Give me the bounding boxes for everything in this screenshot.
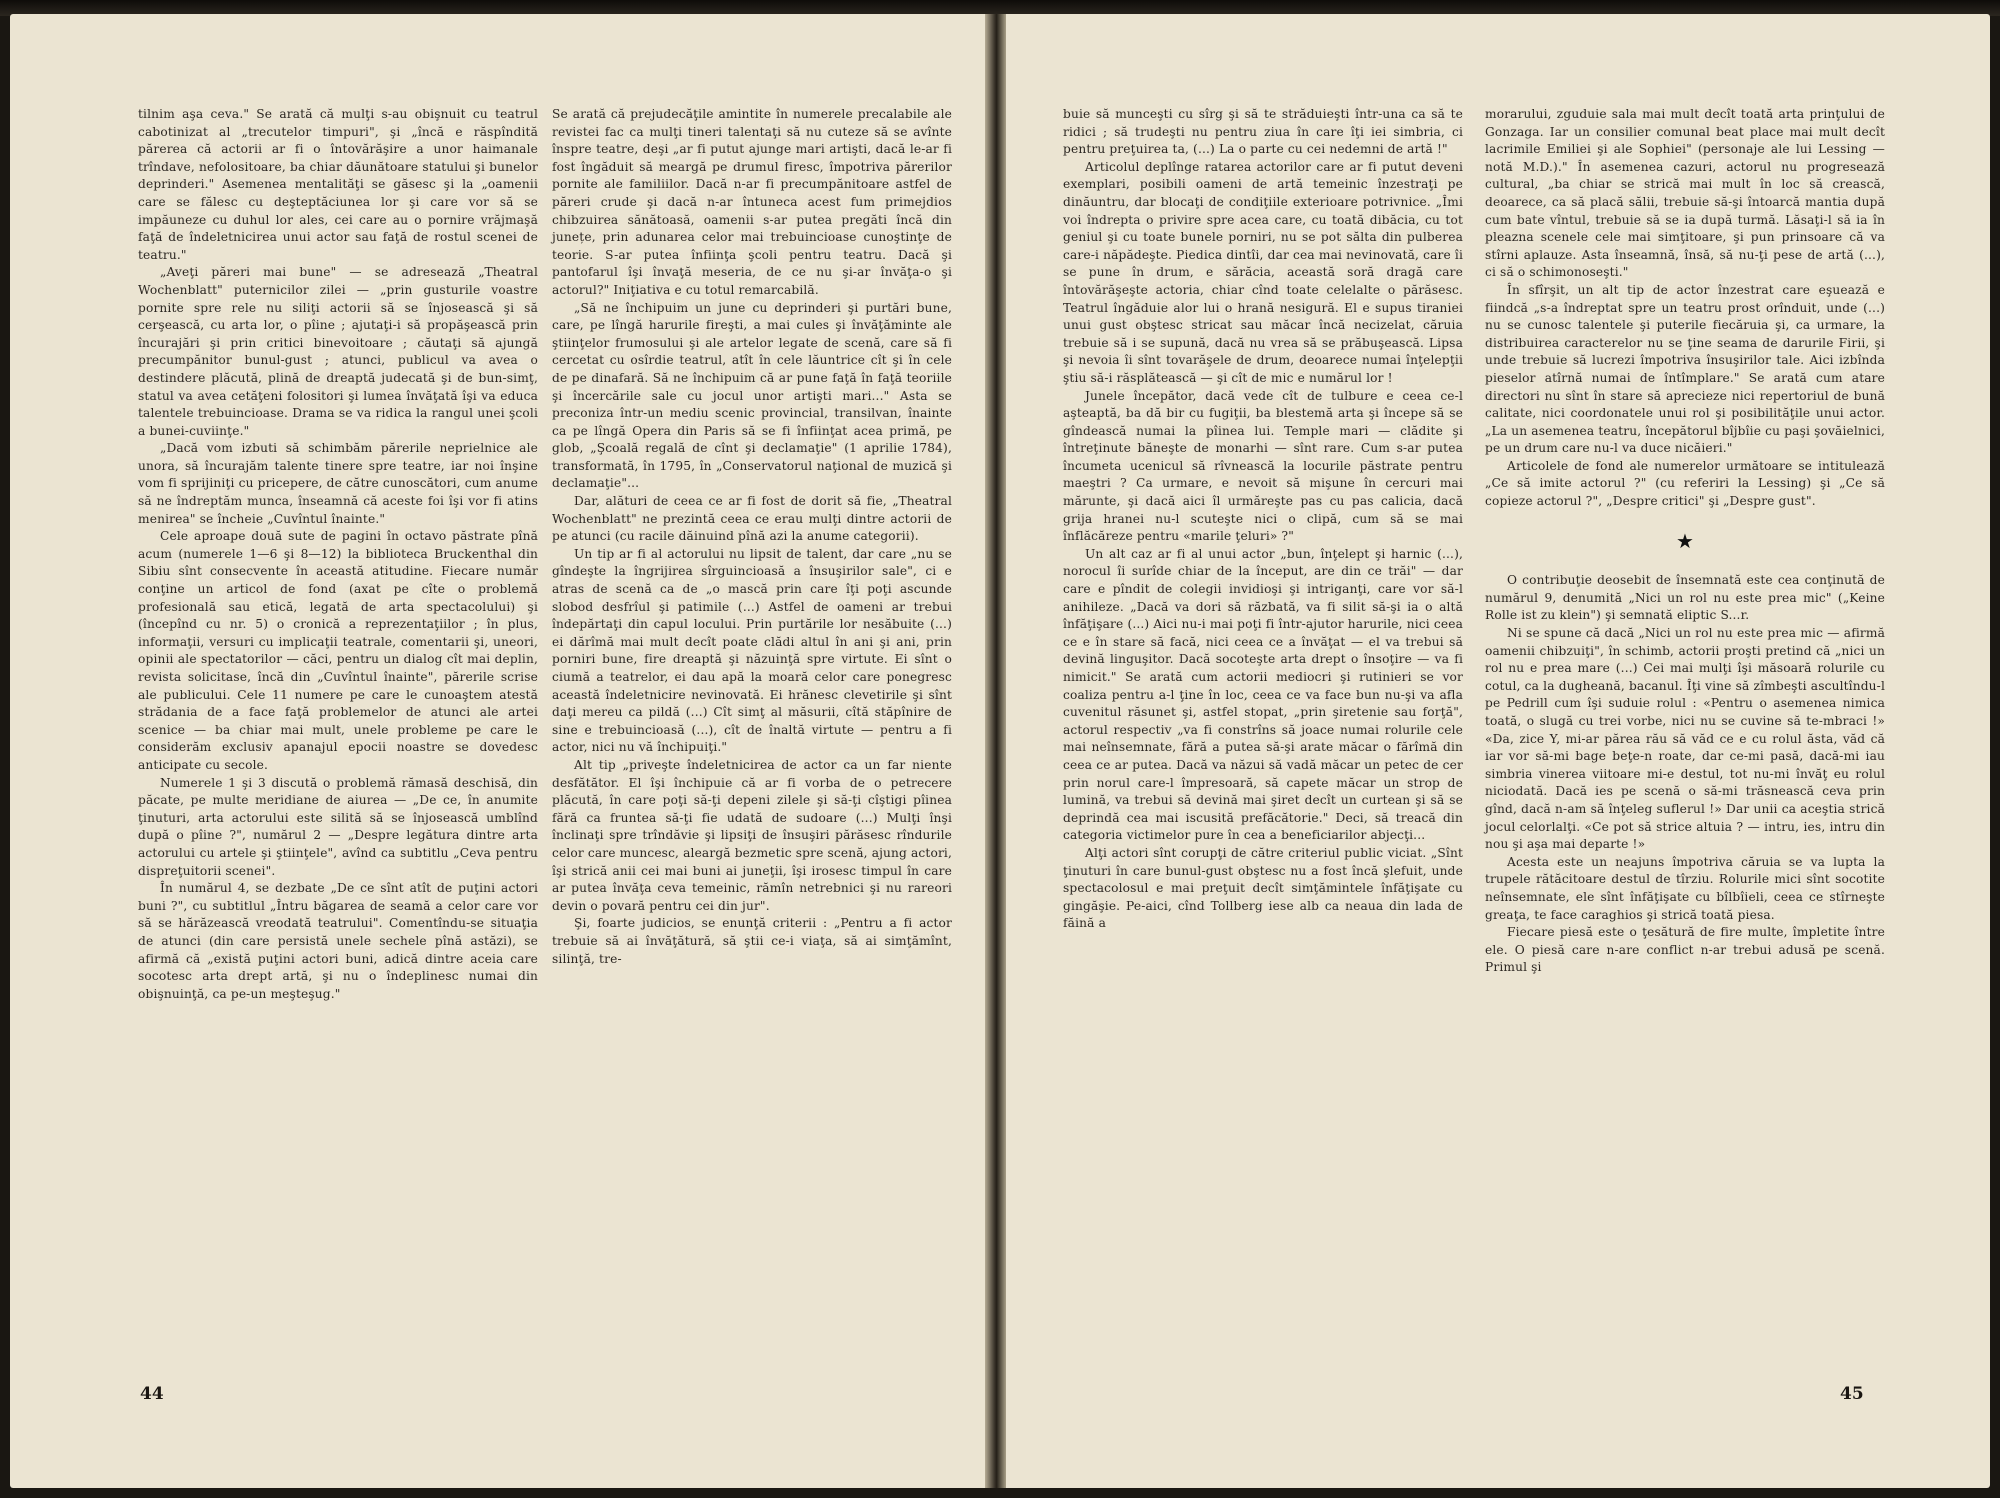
paragraph: Numerele 1 şi 3 discută o problemă rămasă deschisă, din păcate, pe multe meridiane de aiurea — „De ce, în anumite ţinuturi, arta actorului este silită să se înjosească umblînd după o pîine ?", numărul 2 — „Despre legătura dintre arta actorului cu artele şi ştiinţele", avînd ca subtitlu „Ceva pentru dispreţuitorii scenei". xyxy=(138,775,538,878)
paragraph: În sfîrşit, un alt tip de actor înzestrat care eşuează e fiindcă „s-a îndreptat spre un teatru prost orînduit, unde (...) nu se cunosc talentele şi puterile fiecăruia şi, ca urmare, la distribuirea caracterelor nu se ţine seama de darurile Firii, şi unde trebuie să lucrezi împotriva însuşirilor tale. Aici izbînda pieselor atîrnă numai de întîmplare." Se arată cum atare directori nu sînt în stare să aprecieze nici repertoriul de bună calitate, nici coordonatele unui rol şi posibilităţile unui actor. „La un asemenea teatru, începătorul bîjbîie cu paşi şovăielnici, pe un drum care nu-l va duce nicăieri." xyxy=(1485,282,1885,456)
paragraph: Se arată că prejudecăţile amintite în numerele precalabile ale revistei fac ca mulţi tineri talentaţi să nu cuteze să se avînte înspre teatre, deşi „ar fi putut ajunge mari artişti, dacă le-ar fi fost îngăduit să meargă pe drumul firesc, împotriva părerilor pornite ale familiilor. Dacă n-ar fi precumpănitoare astfel de păreri crude şi dacă n-ar întuneca acest fum primejdios chibzuirea sănătoasă, oamenii s-ar putea pregăti încă din junețe, prin adunarea celor mai trebuincioase cunoştinţe de teorie. S-ar putea înfiinţa şcoli pentru teatru. Dacă şi pantofarul îşi învaţă meseria, de ce nu şi-ar învăţa-o şi actorul?" Iniţiativa e cu totul remarcabilă. xyxy=(552,107,952,297)
paragraph: Şi, foarte judicios, se enunţă criterii : „Pentru a fi actor trebuie să ai învăţătură, să ştii ce-i viaţa, să ai simţămînt, silinţă, tre- xyxy=(552,916,952,966)
paragraph: tilnim aşa ceva." Se arată că mulţi s-au obişnuit cu teatrul cabotinizat al „trecutelor timpuri", şi „încă e răspîndită părerea că actorii ar fi o întovărăşire a unor haimanale trîndave, nefolositoare, ba chiar dăunătoare statului şi bunelor deprinderi." Asemenea mentalităţi se găsesc şi la „oamenii care se fălesc cu deşteptăciunea lor şi care vor să se impăuneze cu duhul lor ales, cei care au o pornire vrăjmaşă faţă de îndeletnicirea unui actor sau faţă de rostul scenei de teatru." xyxy=(138,107,538,262)
paragraph: „Aveţi păreri mai bune" — se adresează „Theatral Wochenblatt" puternicilor zilei — „prin gusturile voastre pornite spre rele nu siliţi actorii să se înjosească şi să cerşească, cu arta lor, o pîine ; ajutaţi-i să propăşească prin încurajări şi prin critici binevoitoare ; căutaţi să ajungă precumpănitor bunul-gust ; atunci, publicul va avea o destindere plăcută, plină de dreaptă judecată şi de bun-simţ, statul va avea cetăţeni folositori şi lumea învăţată îşi va educa talentele trebuincioase. Drama se va ridica la rangul unei şcoli a bunei-cuviinţe." xyxy=(138,265,538,438)
left-page-column-2 xyxy=(552,106,952,968)
paragraph: Dar, alături de ceea ce ar fi fost de dorit să fie, „Theatral Wochenblatt" ne prezintă ceea ce erau mulţi dintre actorii de pe atunci (cu racile dăinuind pînă azi la anume categorii). xyxy=(552,494,952,544)
page-number-right: 45 xyxy=(1840,1384,1864,1404)
paragraph: Articolul deplînge ratarea actorilor care ar fi putut deveni exemplari, posibili oameni de artă temeinic înzestraţi pe dinăuntru, dar blocaţi de condiţiile exterioare potrivnice. „Îmi voi îndrepta o privire spre acea care, cu toată dibăcia, cu tot geniul şi cu toate bunele porniri, nu se pot sălta din pulberea care-i năpădeşte. Piedica dintîi, dar cea mai nevinovată, care îi se pune în drum, e sărăcia, această soră dragă care întovărăşeşte actoria, chiar cînd toate celelalte o părăsesc. Teatrul îngăduie alor lui o hrană nesigură. El e supus tiraniei unui gust obştesc stricat sau măcar încă necizelat, căruia trebuie să i se supună, dacă nu vrea să se prăbuşească. Lipsa şi nevoia îi sînt tovarăşele de drum, deoarece numai înţelepţii ştiu să-i răsplătească — şi cît de mic e numărul lor ! xyxy=(1063,159,1463,385)
paragraph: În numărul 4, se dezbate „De ce sînt atît de puţini actori buni ?", cu subtitlul „Întru băgarea de seamă a celor care vor să se hărăzească vreodată teatrului". Comentîndu-se situaţia de atunci (din care persistă unele sechele pînă astăzi), se afirmă că „există puţini actori buni, adică dintre aceia care socotesc arta drept artă, şi nu o îndeplinesc numai din obişnuinţă, ca pe-un meşteşug." xyxy=(138,881,538,1001)
right-page-column-1 xyxy=(1063,106,1463,933)
paragraph: O contribuţie deosebit de însemnată este cea conţinută de numărul 9, denumită „Nici un rol nu este prea mic" („Keine Rolle ist zu klein") şi semnată eliptic S...r. xyxy=(1485,573,1885,623)
book-gutter xyxy=(985,14,1006,1488)
page-number-left: 44 xyxy=(140,1384,164,1404)
paragraph: Alt tip „priveşte îndeletnicirea de actor ca un far niente desfătător. El îşi închipuie că ar fi vorba de o petrecere plăcută, în care poţi să-ţi depeni zilele şi să-ţi cîştigi pîinea fără ca fruntea să-ţi fie udată de sudoare (...) Mulţi înşi înclinaţi spre trîndăvie şi lipsiţi de însuşiri părăsesc rîndurile celor care muncesc, aleargă bezmetic spre scenă, ajung actori, îşi strică anii cei mai buni ai juneţii, îşi irosesc timpul în care ar putea învăţa ceva temeinic, rămîn netrebnici şi nu rareori devin o povară pentru cei din jur". xyxy=(552,757,952,913)
paragraph: Articolele de fond ale numerelor următoare se intitulează „Ce să imite actorul ?" (cu referiri la Lessing) şi „Ce să copieze actorul ?", „Despre critici" şi „Despre gust". xyxy=(1485,458,1885,509)
paragraph: morarului, zguduie sala mai mult decît toată arta prinţului de Gonzaga. Iar un consilier comunal beat place mai mult decît lacrimile Emiliei şi ale Sophiei" (personaje ale lui Lessing — notă M.D.)." În asemenea cazuri, actorul nu progresează cultural, „ba chiar se strică mai mult în loc să crească, deoarece, ca să placă sălii, trebuie să-şi întoarcă mantia după cum bate vîntul, trebuie să se ia după turmă. Lăsaţi-l să ia în pleazna scenele cele mai simţitoare, şi pun prinsoare că va stîrni aplauze. Asta înseamnă, însă, să nu-ţi pese de artă (...), ci să o schimonoseşti." xyxy=(1485,107,1885,280)
paragraph: „Dacă vom izbuti să schimbăm părerile neprielnice ale unora, să încurajăm talente tinere spre teatre, iar noi înşine vom fi sprijiniţi cu pricepere, de către cunoscători, cum anume să ne îndreptăm munca, înseamnă că aceste foi îşi vor fi atins menirea" se încheie „Cuvîntul înainte." xyxy=(138,441,538,526)
paragraph: „Să ne închipuim un june cu deprinderi şi purtări bune, care, pe lîngă harurile fireşti, a mai cules şi învăţăminte ale ştiinţelor frumosului şi ale artelor legate de scenă, care să fi cercetat cu osîrdie teatrul, atît în cele lăuntrice cît şi în cele de pe dinafară. Să ne închipuim că ar pune faţă în faţă teoriile şi încercările sale cu jocul unor artişti mari..." Asta se preconiza într-un mediu scenic provincial, transilvan, înainte ca pe lîngă Opera din Paris să se fi înfiinţat acea primă, pe glob, „Şcoală regală de cînt şi declamaţie" (1 aprilie 1784), transformată, în 1795, în „Conservatorul naţional de muzică şi declamaţie"... xyxy=(552,300,952,491)
paragraph: Junele începător, dacă vede cît de tulbure e ceea ce-l aşteaptă, ba dă bir cu fugiţii, ba blestemă arta şi începe să se gîndească numai la pîinea lui. Temple mari — clădite şi întreţinute băneşte de monarhi — sînt rare. Cum s-ar putea încumeta ucenicul să rîvnească la locurile păstrate pentru maeştri ? Ca urmare, e nevoit să mişune în cercuri mai mărunte, şi dacă aici îl urmăreşte pas cu pas calicia, dacă grija hranei nu-l scuteşte nici o clipă, cum să se mai înflăcăreze pentru «marile ţeluri» ?" xyxy=(1063,388,1463,544)
paragraph: Cele aproape două sute de pagini în octavo păstrate pînă acum (numerele 1—6 şi 8—12) la biblioteca Bruckenthal din Sibiu sînt consecvente în această atitudine. Fiecare număr conţine un articol de fond (axat pe cîte o problemă profesională sau etică, legată de arta spectacolului) şi (începînd cu nr. 5) o cronică a reprezentaţiilor ; în plus, informaţii, versuri cu implicaţii teatrale, comentarii şi, uneori, opinii ale spectatorilor — căci, pentru un dialog cît mai deplin, revista solicitase, încă din „Cuvîntul înainte", părerile scrise ale publicului. Cele 11 numere pe care le cunoaştem atestă strădania de a face faţă problemelor de atunci ale artei scenice — ba chiar mai mult, unele probleme pe care le considerăm exclusiv apanajul epocii noastre se dovedesc anticipate cu secole. xyxy=(138,529,538,772)
right-page-column-2 xyxy=(1485,106,1885,977)
left-page-column-1 xyxy=(138,106,538,1003)
paragraph: Alţi actori sînt corupţi de către criteriul public viciat. „Sînt ţinuturi în care bunul-gust obştesc nu a fost încă şlefuit, unde spectacolosul e mai preţuit decît simţămintele înfăţişate cu gingăşie. Pe-aici, cînd Tollberg iese alb ca neaua din lada de făină a xyxy=(1063,845,1463,931)
star-separator-icon: ★ xyxy=(1675,528,1695,553)
paragraph: Un tip ar fi al actorului nu lipsit de talent, dar care „nu se gîndeşte la îngrijirea sîrguincioasă a însuşirilor sale", ci e atras de scenă ca de „o mască prin care îţi poţi ascunde slobod desfrîul şi patimile (...) Astfel de oameni ar trebui îndepărtaţi din capul locului. Prin purtările lor nesăbuite (...) ei dărîmă mai mult decît poate clădi altul în ani şi ani, prin porniri bune, fire dreaptă şi năzuinţă spre virtute. Ei sînt o ciumă a teatrelor, ei dau apă la moară celor care ponegresc această îndeletnicire nevinovată. Ei hrănesc clevetirile şi sînt daţi mereu ca pildă (...) Cît simţ al măsurii, cîtă stăpînire de sine e trebuincioasă (...), cît de înaltă virtute — pentru a fi actor, nici nu vă închipuiţi." xyxy=(552,546,952,755)
left-page xyxy=(10,14,985,1488)
paragraph: Acesta este un neajuns împotriva căruia se va lupta la trupele rătăcitoare destul de tîrziu. Rolurile mici sînt socotite neînsemnate, ele sînt înfăţişate cu bîlbîieli, ceea ce stîrneşte greaţa, te face caraghios şi strică toată piesa. xyxy=(1485,854,1885,922)
paragraph: Un alt caz ar fi al unui actor „bun, înţelept şi harnic (...), norocul îi surîde chiar de la început, are din ce trăi" — dar care e pîndit de colegii invidioşi şi intriganţi, care vor să-l anihileze. „Dacă va dori să răzbată, va fi silit să-şi ia o altă înfăţişare (...) Aici nu-i mai poţi fi într-ajutor harurile, nici ceea ce e în stare să facă, nici ceea ce a învăţat — el va trebui să devină linguşitor. Dacă socoteşte arta drept o însoţire — va fi nimicit." Se arată cum actorii mediocri şi rutinieri se vor coaliza pentru a-l ţine în loc, ceea ce va face bun nu-şi va afla cuvenitul răsunet şi, astfel stopat, „prin şiretenie sau forţă", actorul respectiv „va fi constrîns să joace numai rolurile cele mai neînsemnate, fără a putea să-şi arate măcar o fărîmă din ceea ce ar putea. Dacă va năzui să vadă măcar un petec de cer prin norul care-l împresoară, să capete măcar un strop de lumină, va trebui să devină mai şiret decît un curtean şi să se deprindă cea mai iscusită prefăcătorie." Deci, să treacă din categoria victimelor pure în cea a beneficiarilor abjecţi... xyxy=(1063,546,1463,843)
right-page xyxy=(1006,14,1990,1488)
paragraph: buie să munceşti cu sîrg şi să te străduieşti într-una ca să te ridici ; să trudeşti nu pentru ziua în care îţi iei simbria, ci pentru preţuirea ta, (...) La o parte cu cei nedemni de artă !" xyxy=(1063,107,1463,157)
paragraph: Ni se spune că dacă „Nici un rol nu este prea mic — afirmă oamenii chibzuiţi", în schimb, actorii proşti pretind că „nici un rol nu e prea mare (...) Cei mai mulţi îşi măsoară rolurile cu cotul, ca la dugheană, bacanul. Îţi vine să zîmbeşti ascultîndu-l pe Pedrill cum îşi suduie rolul : «Pentru o asemenea nimica toată, o slugă cu trei vorbe, nici nu se cuvine să te-mbraci !» «Da, zice Y, mi-ar părea rău să văd ce e cu rolul ăsta, văd că iar vor să-mi bage beţe-n roate, dar ce-mi pasă, dacă-mi iau simbria vinerea viitoare mi-e destul, tot nu-mi învăţ eu rolul niciodată. Dacă ies pe scenă o să-mi trăsnească ceva prin gînd, dacă n-am să înţeleg suflerul !» Dar unii ca aceştia strică jocul celorlalţi. «Ce pot să strice altuia ? — intru, ies, intru din nou şi aşa mai departe !» xyxy=(1485,626,1885,852)
paragraph: Fiecare piesă este o ţesătură de fire multe, împletite între ele. O piesă care n-are conflict n-ar trebui adusă pe scenă. Primul şi xyxy=(1485,925,1885,975)
